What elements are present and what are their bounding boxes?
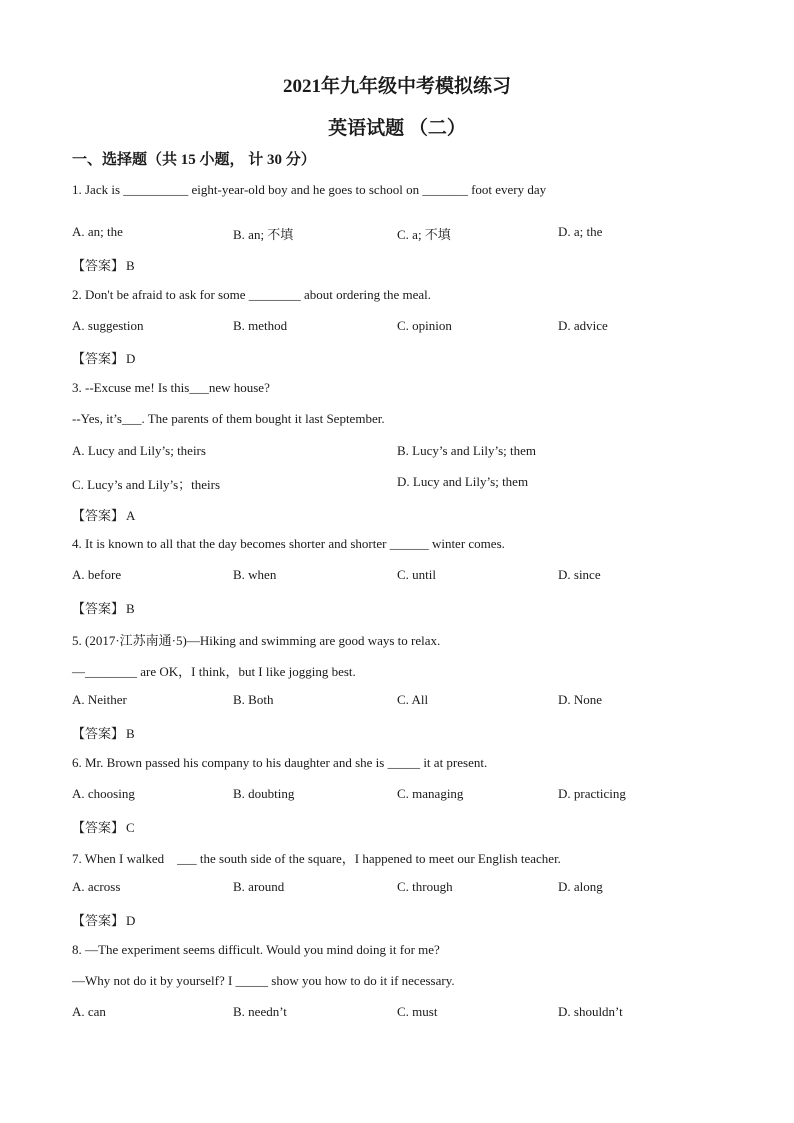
- answer-tag: 【答案】: [72, 258, 125, 273]
- question-8-stem: 8. —The experiment seems difficult. Would you mind doing it for me?: [72, 942, 440, 957]
- q5-option-d: D. None: [558, 692, 603, 707]
- question-5-stem-reply: —________ are OK，I think，but I like jogging best.: [72, 664, 356, 679]
- answer-tag: 【答案】: [72, 508, 125, 523]
- question-1-stem: 1. Jack is __________ eight-year-old boy and he goes to school on _______ foot every day: [72, 182, 547, 197]
- answer-value: D: [126, 351, 136, 366]
- q2-option-a: A. suggestion: [72, 318, 144, 333]
- q1-option-c: C. a; 不填: [397, 227, 451, 242]
- answer-tag: 【答案】: [72, 820, 125, 835]
- q3-option-a: A. Lucy and Lily’s; theirs: [72, 443, 206, 458]
- answer-value: C: [126, 820, 135, 835]
- q5-answer: [72, 723, 135, 742]
- q1-answer: [72, 255, 135, 274]
- answer-tag: 【答案】: [72, 726, 125, 741]
- question-6-stem: 6. Mr. Brown passed his company to his daughter and she is _____ it at present.: [72, 755, 488, 770]
- q7-option-d: D. along: [558, 879, 603, 894]
- q5-option-b: B. Both: [233, 692, 274, 707]
- question-2-stem: 2. Don't be afraid to ask for some ________ about ordering the meal.: [72, 287, 432, 302]
- q7-option-c: C. through: [397, 879, 453, 894]
- q6-option-d: D. practicing: [558, 786, 626, 801]
- q3-option-c: C. Lucy’s and Lily’s；theirs: [72, 477, 221, 492]
- question-4-stem: 4. It is known to all that the day becomes shorter and shorter ______ winter comes.: [72, 536, 505, 551]
- q7-option-a: A. across: [72, 879, 121, 894]
- question-7-stem: 7. When I walked ___ the south side of the square，I happened to meet our English teacher.: [72, 851, 561, 866]
- answer-tag: 【答案】: [72, 351, 125, 366]
- q6-answer: [72, 817, 135, 836]
- answer-value: D: [126, 913, 136, 928]
- page-title: 2021年九年级中考模拟练习: [282, 76, 511, 97]
- q2-option-b: B. method: [233, 318, 288, 333]
- answer-tag: 【答案】: [72, 913, 125, 928]
- answer-value: B: [126, 258, 135, 273]
- q6-option-c: C. managing: [397, 786, 464, 801]
- q3-option-d: D. Lucy and Lily’s; them: [397, 474, 529, 489]
- q8-option-b: B. needn’t: [233, 1004, 287, 1019]
- question-3-stem-reply: --Yes, it’s___. The parents of them bought it last September.: [72, 411, 385, 426]
- q7-answer: [72, 910, 135, 929]
- q1-option-a: A. an; the: [72, 224, 123, 239]
- answer-value: A: [126, 508, 136, 523]
- answer-value: B: [126, 601, 135, 616]
- question-8-stem-reply: —Why not do it by yourself? I _____ show you how to do it if necessary.: [72, 973, 455, 988]
- q8-option-a: A. can: [72, 1004, 106, 1019]
- q6-option-a: A. choosing: [72, 786, 135, 801]
- q7-option-b: B. around: [233, 879, 285, 894]
- q3-option-b: B. Lucy’s and Lily’s; them: [397, 443, 537, 458]
- q1-option-b: B. an; 不填: [233, 227, 294, 242]
- page-subtitle: 英语试题 （二）: [328, 118, 466, 139]
- q5-option-a: A. Neither: [72, 692, 127, 707]
- q2-answer: [72, 348, 135, 367]
- answer-tag: 【答案】: [72, 601, 125, 616]
- question-3-stem: 3. --Excuse me! Is this___new house?: [72, 380, 270, 395]
- q4-option-a: A. before: [72, 567, 122, 582]
- q5-option-c: C. All: [397, 692, 429, 707]
- q4-option-c: C. until: [397, 567, 437, 582]
- q4-option-b: B. when: [233, 567, 277, 582]
- q8-option-c: C. must: [397, 1004, 438, 1019]
- answer-value: B: [126, 726, 135, 741]
- section-heading: 一、选择题（共 15 小题， 计 30 分）: [72, 152, 316, 168]
- q1-option-d: D. a; the: [558, 224, 603, 239]
- q8-option-d: D. shouldn’t: [558, 1004, 623, 1019]
- q4-option-d: D. since: [558, 567, 601, 582]
- q2-option-c: C. opinion: [397, 318, 452, 333]
- q6-option-b: B. doubting: [233, 786, 295, 801]
- q3-answer: [72, 505, 135, 524]
- q2-option-d: D. advice: [558, 318, 608, 333]
- question-5-stem: 5. (2017·江苏南通·5)—Hiking and swimming are good ways to relax.: [72, 633, 441, 648]
- q4-answer: [72, 598, 135, 617]
